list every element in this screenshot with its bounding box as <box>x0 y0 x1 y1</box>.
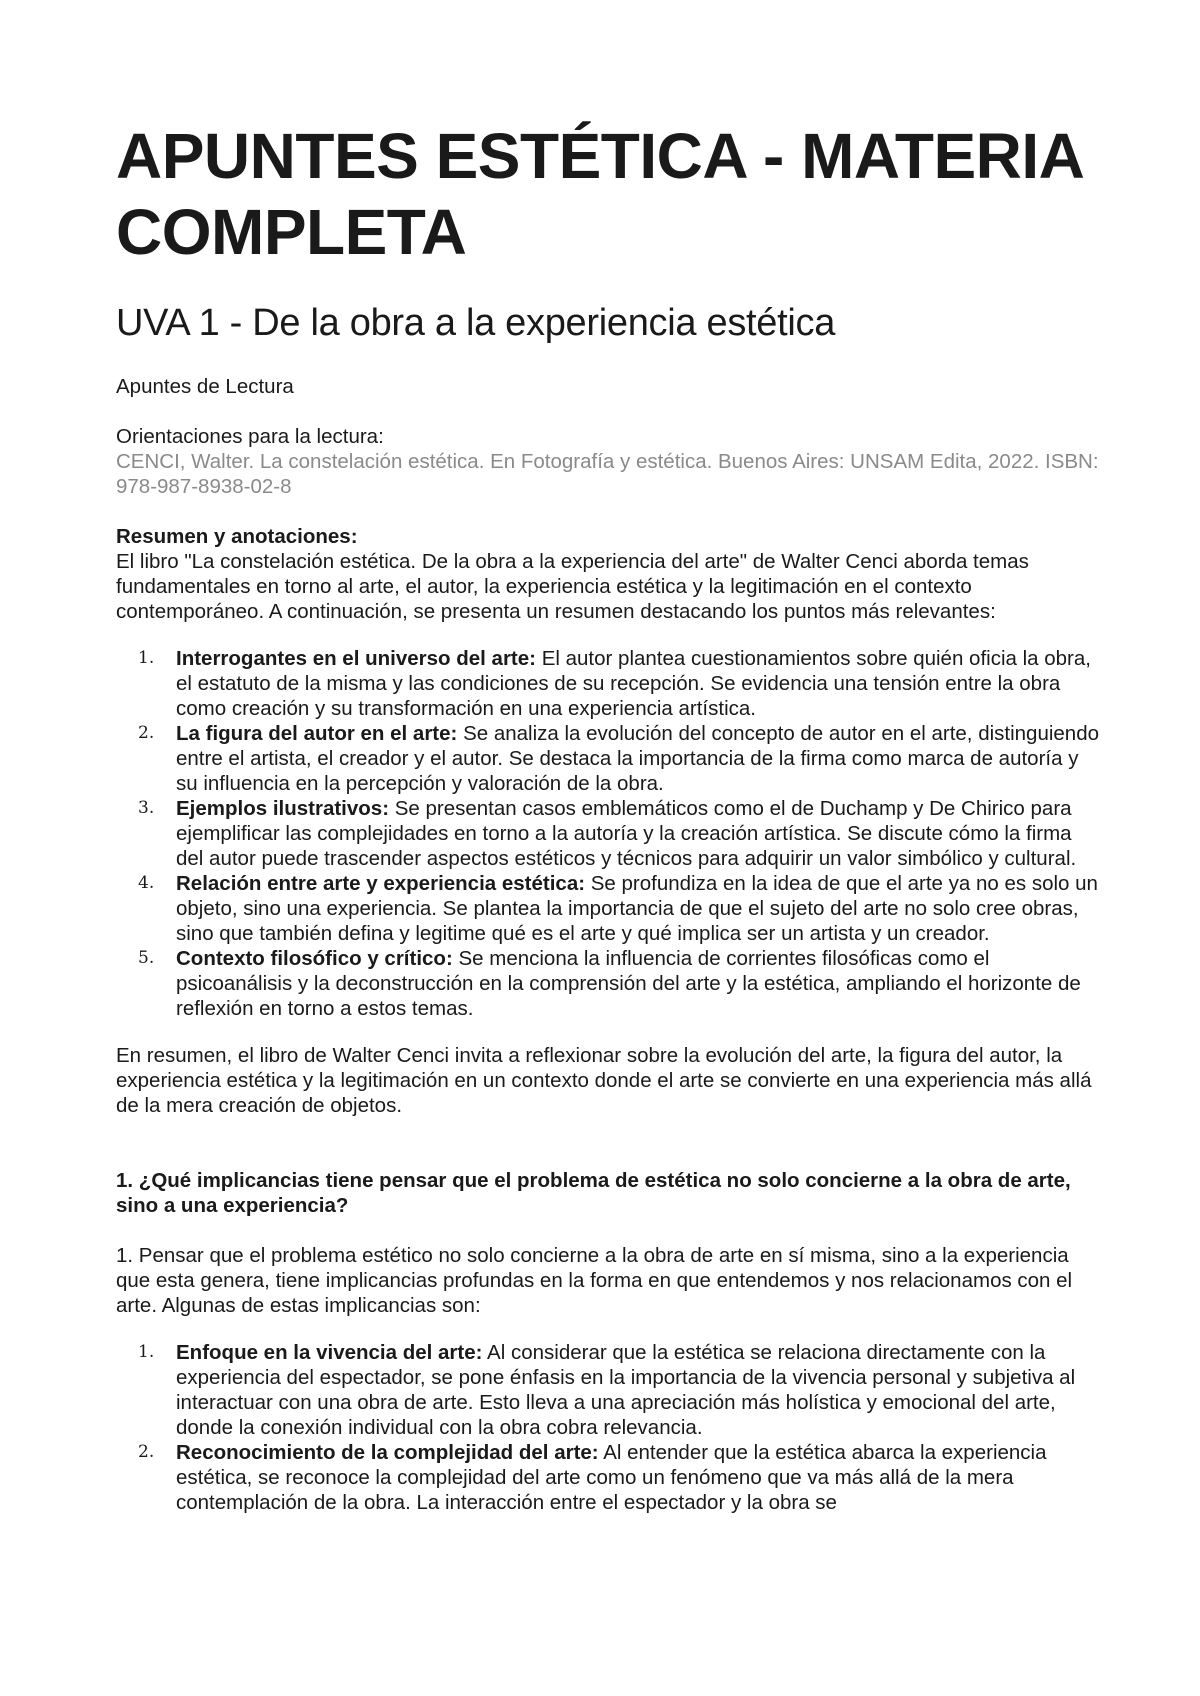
list-item-number: 2. <box>138 723 155 743</box>
section-label: Apuntes de Lectura <box>116 375 294 398</box>
list-item-number: 5. <box>138 948 155 968</box>
list-item <box>116 1340 1101 1440</box>
list-item-text: Se presentan casos emblemáticos como el de Duchamp y De Chirico para ejemplificar las complejidades en torno a la autoría y la creación artística. Se discute cómo la firma del autor puede trascender aspectos estéticos y técnicos para adquirir un valor simbólico y cultural. <box>176 797 1077 870</box>
list-item-number: 1. <box>138 648 155 668</box>
list-item <box>116 946 1101 1021</box>
document-title: APUNTES ESTÉTICA - MATERIA COMPLETA <box>116 120 1082 268</box>
list-item-number: 2. <box>138 1442 155 1462</box>
list-item-number: 3. <box>138 798 155 818</box>
document-page <box>116 118 1101 1515</box>
list-item-text: Se menciona la influencia de corrientes filosóficas como el psicoanálisis y la deconstrucción en la comprensión del arte y la estética, ampliando el horizonte de reflexión en torno a estos temas. <box>176 947 1081 1020</box>
list-item-term: Relación entre arte y experiencia estética: <box>176 872 586 895</box>
unit-subtitle: UVA 1 - De la obra a la experiencia estética <box>116 302 836 344</box>
list-item-text: El autor plantea cuestionamientos sobre quién oficia la obra, el estatuto de la misma y las condiciones de su recepción. Se evidencia una tensión entre la obra como creación y su transformación en una experiencia artística. <box>176 647 1091 720</box>
list-item-number: 4. <box>138 873 155 893</box>
list-item-text: Al considerar que la estética se relaciona directamente con la experiencia del espectador, se pone énfasis en la importancia de la vivencia personal y subjetiva al interactuar con una obra de arte. Esto lleva a una apreciación más holística y emocional del arte, donde la conexión individual con la obra cobra relevancia. <box>176 1341 1076 1439</box>
list-item <box>116 1440 1101 1515</box>
list-item <box>116 871 1101 946</box>
list-item-term: Ejemplos ilustrativos: <box>176 797 390 820</box>
summary-heading: Resumen y anotaciones: <box>116 525 358 548</box>
list-item <box>116 646 1101 721</box>
answer-list <box>116 1340 1101 1515</box>
list-item-text: Al entender que la estética abarca la experiencia estética, se reconoce la complejidad del arte como un fenómeno que va más allá de la mera contemplación de la obra. La interacción entre el espectador y la obra se <box>176 1441 1047 1514</box>
list-item-text: Se analiza la evolución del concepto de autor en el arte, distinguiendo entre el artista, el creador y el autor. Se destaca la importancia de la firma como marca de autoría y su influencia en la percepción y valoración de la obra. <box>176 722 1100 795</box>
list-item-text: Se profundiza en la idea de que el arte ya no es solo un objeto, sino una experiencia. Se plantea la importancia de que el sujeto del arte no solo cree obras, sino que también defina y legitime qué es el arte y qué implica ser un artista y un creador. <box>176 872 1098 945</box>
question-heading: 1. ¿Qué implicancias tiene pensar que el problema de estética no solo concierne a la obra de arte, sino a una experiencia? <box>116 1169 1071 1217</box>
summary-intro: El libro "La constelación estética. De la obra a la experiencia del arte" de Walter Cenci aborda temas fundamentales en torno al arte, el autor, la experiencia estética y la legitimación en el contexto contemporáneo. A continuación, se presenta un resumen destacando los puntos más relevantes: <box>116 550 1029 623</box>
orientation-label: Orientaciones para la lectura: <box>116 425 384 448</box>
list-item-term: Reconocimiento de la complejidad del arte: <box>176 1441 599 1464</box>
list-item-term: La figura del autor en el arte: <box>176 722 458 745</box>
answer-intro: 1. Pensar que el problema estético no solo concierne a la obra de arte en sí misma, sino a la experiencia que esta genera, tiene implicancias profundas en la forma en que entendemos y nos relacionamos con el arte. Algunas de estas implicancias son: <box>116 1244 1073 1317</box>
list-item-term: Enfoque en la vivencia del arte: <box>176 1341 483 1364</box>
list-item <box>116 721 1101 796</box>
summary-list <box>116 646 1101 1021</box>
list-item-number: 1. <box>138 1342 155 1362</box>
list-item <box>116 796 1101 871</box>
list-item-term: Interrogantes en el universo del arte: <box>176 647 536 670</box>
citation-text: CENCI, Walter. La constelación estética. En Fotografía y estética. Buenos Aires: UNSAM Edita, 2022. ISBN: 978-987-8938-02-8 <box>116 450 1099 498</box>
summary-conclusion: En resumen, el libro de Walter Cenci invita a reflexionar sobre la evolución del arte, la figura del autor, la experiencia estética y la legitimación en un contexto donde el arte se convierte en una experiencia más allá de la mera creación de objetos. <box>116 1044 1092 1117</box>
list-item-term: Contexto filosófico y crítico: <box>176 947 453 970</box>
